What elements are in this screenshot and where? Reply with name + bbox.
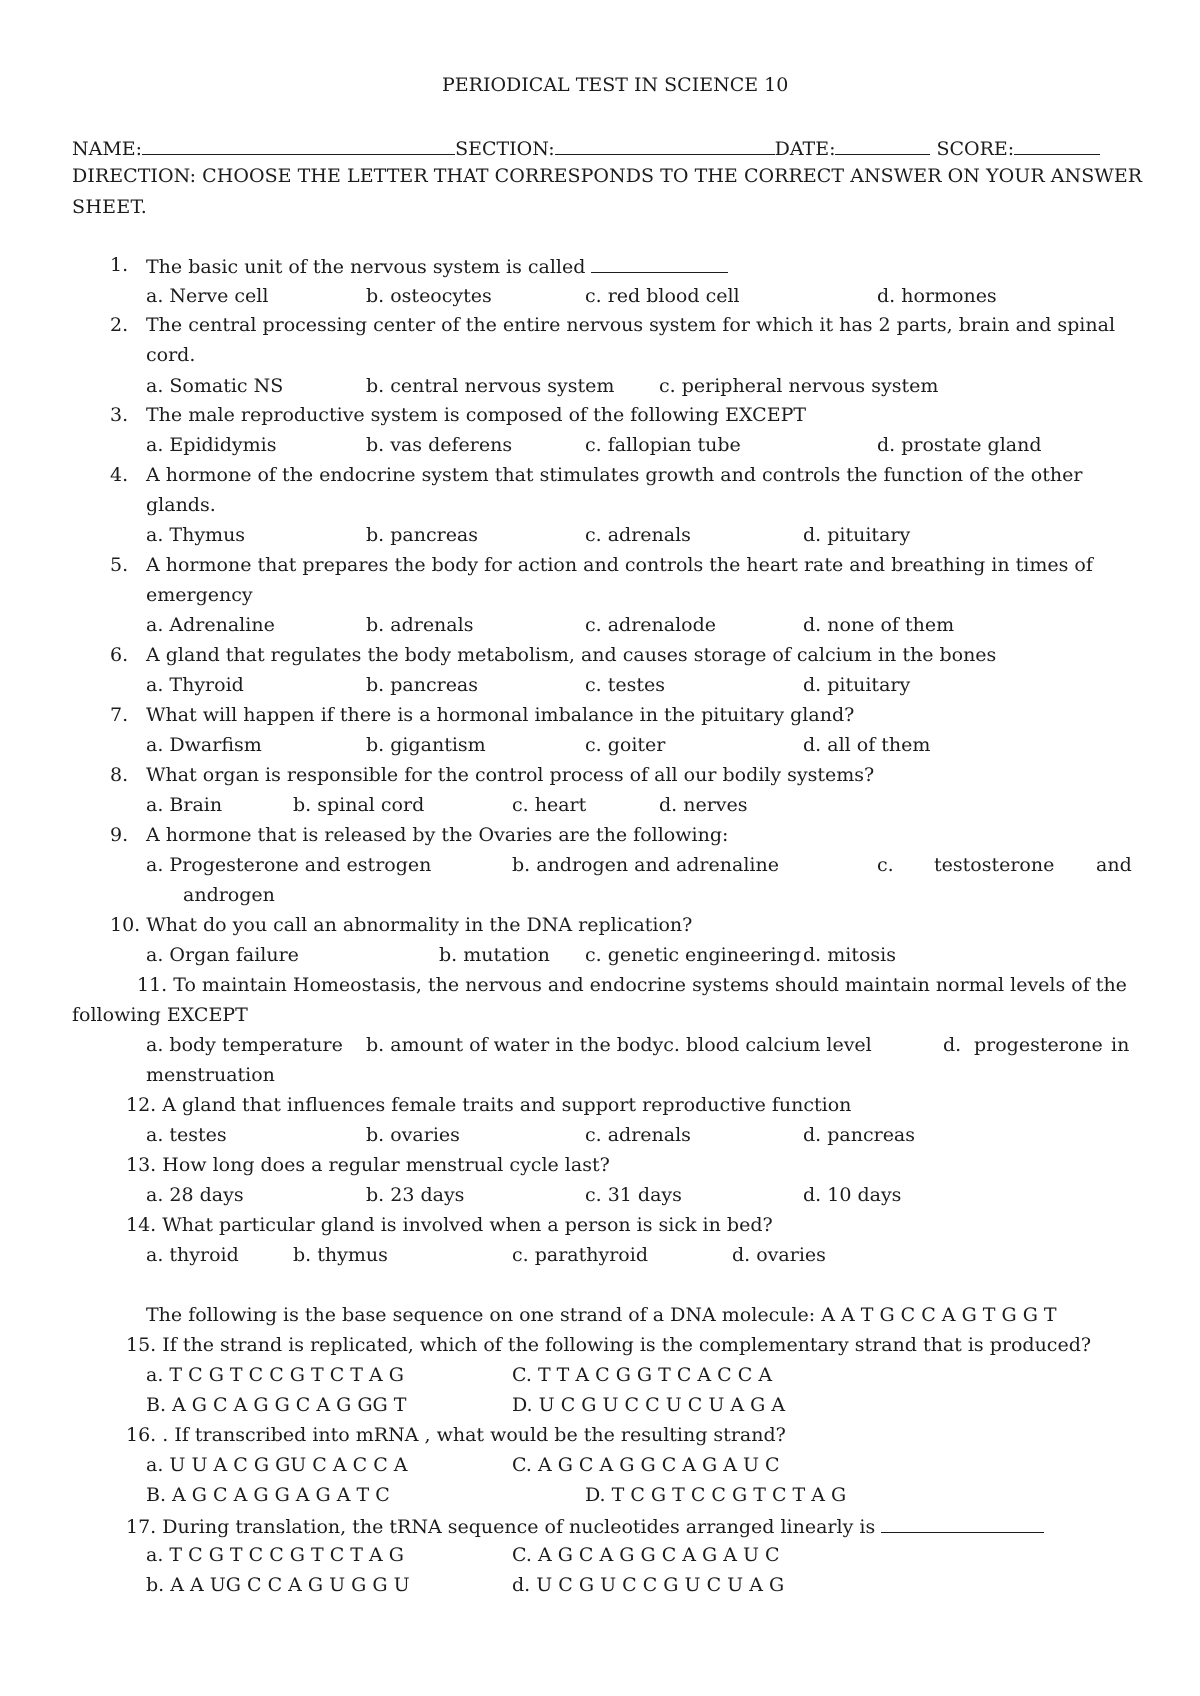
- choice-a[interactable]: a. Dwarfism: [146, 734, 262, 756]
- choice-d[interactable]: D. T C G T C C G T C T A G: [585, 1484, 847, 1506]
- name-label: NAME:: [72, 138, 143, 160]
- choice-c-letter[interactable]: c.: [877, 854, 894, 876]
- choice-d-word1[interactable]: progesterone: [974, 1034, 1103, 1056]
- choice-d[interactable]: D. U C G U C C U C U A G A: [512, 1394, 786, 1416]
- page-title: PERIODICAL TEST IN SCIENCE 10: [442, 74, 789, 96]
- question-text: The male reproductive system is composed of the following EXCEPT: [146, 404, 807, 426]
- choice-c[interactable]: c. genetic engineering: [585, 944, 802, 966]
- choice-a[interactable]: a. thyroid: [146, 1244, 239, 1266]
- choice-c[interactable]: c. peripheral nervous system: [659, 375, 939, 397]
- student-info-line: [72, 138, 1100, 159]
- question-text-content: 17. During translation, the tRNA sequence of nucleotides arranged linearly is: [126, 1516, 876, 1538]
- question-text: A hormone that is released by the Ovaries are the following:: [146, 824, 729, 846]
- question-text: What will happen if there is a hormonal imbalance in the pituitary gland?: [146, 704, 855, 726]
- choice-a[interactable]: a. Progesterone and estrogen: [146, 854, 432, 876]
- choice-b[interactable]: b. thymus: [293, 1244, 388, 1266]
- question-text-cont: emergency: [146, 584, 253, 606]
- choice-d[interactable]: d. U C G U C C G U C U A G: [512, 1574, 785, 1596]
- question-text-cont: glands.: [146, 494, 216, 516]
- choice-a[interactable]: a. 28 days: [146, 1184, 244, 1206]
- choice-b[interactable]: b. spinal cord: [293, 794, 425, 816]
- choice-a[interactable]: a. Brain: [146, 794, 223, 816]
- choice-a[interactable]: a. Thyroid: [146, 674, 244, 696]
- question-number: 9.: [110, 824, 129, 846]
- choice-c[interactable]: c. testes: [585, 674, 665, 696]
- choice-a[interactable]: a. Organ failure: [146, 944, 299, 966]
- direction-text: DIRECTION: CHOOSE THE LETTER THAT CORRESPONDS TO THE CORRECT ANSWER ON YOUR ANSWER: [72, 165, 1143, 187]
- question-text: 13. How long does a regular menstrual cycle last?: [126, 1154, 610, 1176]
- choice-a[interactable]: a. U U A C G GU C A C C A: [146, 1454, 408, 1476]
- question-text: 14. What particular gland is involved when a person is sick in bed?: [126, 1214, 773, 1236]
- choice-a[interactable]: a. T C G T C C G T C T A G: [146, 1364, 404, 1386]
- name-blank[interactable]: [142, 138, 455, 155]
- question-text-cont: following EXCEPT: [72, 1004, 248, 1026]
- choice-b[interactable]: b. ovaries: [366, 1124, 460, 1146]
- choice-c[interactable]: C. A G C A G G C A G A U C: [512, 1544, 780, 1566]
- choice-c[interactable]: c. heart: [512, 794, 587, 816]
- choice-a[interactable]: a. Epididymis: [146, 434, 277, 456]
- choice-d[interactable]: d. hormones: [877, 285, 997, 307]
- question-number: 4.: [110, 464, 129, 486]
- question-text: A hormone of the endocrine system that stimulates growth and controls the function of the other: [146, 464, 1083, 486]
- date-label: DATE:: [774, 138, 836, 160]
- choice-c[interactable]: C. A G C A G G C A G A U C: [512, 1454, 780, 1476]
- question-number: 8.: [110, 764, 129, 786]
- section-blank[interactable]: [555, 138, 775, 155]
- question-number: 3.: [110, 404, 129, 426]
- question-text: 16. . If transcribed into mRNA , what would be the resulting strand?: [126, 1424, 786, 1446]
- question-text: A hormone that prepares the body for action and controls the heart rate and breathing in times of: [146, 554, 1093, 576]
- choice-b[interactable]: b. central nervous system: [366, 375, 615, 397]
- choice-c[interactable]: c. parathyroid: [512, 1244, 648, 1266]
- choice-d[interactable]: d. pituitary: [803, 674, 911, 696]
- question-text: A gland that regulates the body metabolism, and causes storage of calcium in the bones: [146, 644, 997, 666]
- choice-a[interactable]: a. Somatic NS: [146, 375, 284, 397]
- answer-blank[interactable]: [881, 1516, 1044, 1533]
- score-label: SCORE:: [936, 138, 1015, 160]
- question-text: The central processing center of the entire nervous system for which it has 2 parts, brain and spinal: [146, 314, 1116, 336]
- question-number: 2.: [110, 314, 129, 336]
- choice-b[interactable]: b. adrenals: [366, 614, 474, 636]
- choice-b[interactable]: B. A G C A G G C A G GG T: [146, 1394, 407, 1416]
- question-number: 1.: [110, 254, 129, 276]
- question-text: 12. A gland that influences female traits and support reproductive function: [126, 1094, 852, 1116]
- choice-b[interactable]: b. A A UG C C A G U G G U: [146, 1574, 410, 1596]
- question-text: What organ is responsible for the control process of all our bodily systems?: [146, 764, 875, 786]
- choice-d-word2[interactable]: in: [1111, 1034, 1130, 1056]
- choice-d[interactable]: d. mitosis: [803, 944, 896, 966]
- choice-c[interactable]: c. adrenals: [585, 524, 691, 546]
- choice-b[interactable]: b. androgen and adrenaline: [512, 854, 779, 876]
- choice-d-cont[interactable]: menstruation: [146, 1064, 275, 1086]
- question-text-content: The basic unit of the nervous system is called: [146, 256, 586, 278]
- choice-a[interactable]: a. Nerve cell: [146, 285, 269, 307]
- choice-a[interactable]: a. T C G T C C G T C T A G: [146, 1544, 404, 1566]
- date-blank[interactable]: [835, 138, 930, 155]
- choice-a[interactable]: a. testes: [146, 1124, 227, 1146]
- choice-d[interactable]: d. all of them: [803, 734, 931, 756]
- choice-b[interactable]: b. amount of water in the bodyc. blood calcium level: [366, 1034, 872, 1056]
- choice-b[interactable]: b. pancreas: [366, 524, 479, 546]
- choice-d[interactable]: d. 10 days: [803, 1184, 902, 1206]
- choice-c-word1[interactable]: testosterone: [934, 854, 1055, 876]
- choice-c-cont[interactable]: androgen: [183, 884, 275, 906]
- choice-b[interactable]: b. mutation: [439, 944, 550, 966]
- choice-b[interactable]: b. pancreas: [366, 674, 479, 696]
- choice-d-letter[interactable]: d.: [943, 1034, 962, 1056]
- choice-c[interactable]: c. fallopian tube: [585, 434, 741, 456]
- choice-c[interactable]: c. goiter: [585, 734, 666, 756]
- choice-a[interactable]: a. Thymus: [146, 524, 246, 546]
- question-text: 11. To maintain Homeostasis, the nervous and endocrine systems should maintain normal levels of the: [137, 974, 1127, 996]
- choice-b[interactable]: b. gigantism: [366, 734, 486, 756]
- choice-a[interactable]: a. body temperature: [146, 1034, 343, 1056]
- choice-d[interactable]: d. pituitary: [803, 524, 911, 546]
- choice-c[interactable]: c. red blood cell: [585, 285, 740, 307]
- choice-c[interactable]: c. adrenalode: [585, 614, 717, 636]
- question-text: 15. If the strand is replicated, which of the following is the complementary strand that is produced?: [126, 1334, 1092, 1356]
- question-number: 6.: [110, 644, 129, 666]
- question-number: 7.: [110, 704, 129, 726]
- question-text: 10. What do you call an abnormality in the DNA replication?: [110, 914, 693, 936]
- choice-a[interactable]: a. Adrenaline: [146, 614, 275, 636]
- dna-sequence-intro: The following is the base sequence on one strand of a DNA molecule: A A T G C C A G T G G T: [146, 1304, 1057, 1326]
- question-number: 5.: [110, 554, 129, 576]
- choice-d[interactable]: d. nerves: [659, 794, 748, 816]
- choice-b[interactable]: b. osteocytes: [366, 285, 492, 307]
- choice-d[interactable]: d. none of them: [803, 614, 955, 636]
- direction-text-cont: SHEET.: [72, 196, 148, 218]
- answer-blank[interactable]: [591, 256, 728, 273]
- choice-b[interactable]: b. vas deferens: [366, 434, 513, 456]
- question-text: [126, 1516, 1044, 1537]
- choice-c[interactable]: c. adrenals: [585, 1124, 691, 1146]
- question-text-cont: cord.: [146, 344, 196, 366]
- choice-c-word2[interactable]: and: [1096, 854, 1132, 876]
- score-blank[interactable]: [1014, 138, 1100, 155]
- section-label: SECTION:: [455, 138, 555, 160]
- choice-d[interactable]: d. pancreas: [803, 1124, 916, 1146]
- choice-c[interactable]: c. 31 days: [585, 1184, 682, 1206]
- question-text: [146, 256, 728, 277]
- choice-c[interactable]: C. T T A C G G T C A C C A: [512, 1364, 773, 1386]
- choice-b[interactable]: B. A G C A G G A G A T C: [146, 1484, 390, 1506]
- choice-b[interactable]: b. 23 days: [366, 1184, 465, 1206]
- choice-d[interactable]: d. ovaries: [732, 1244, 826, 1266]
- choice-d[interactable]: d. prostate gland: [877, 434, 1042, 456]
